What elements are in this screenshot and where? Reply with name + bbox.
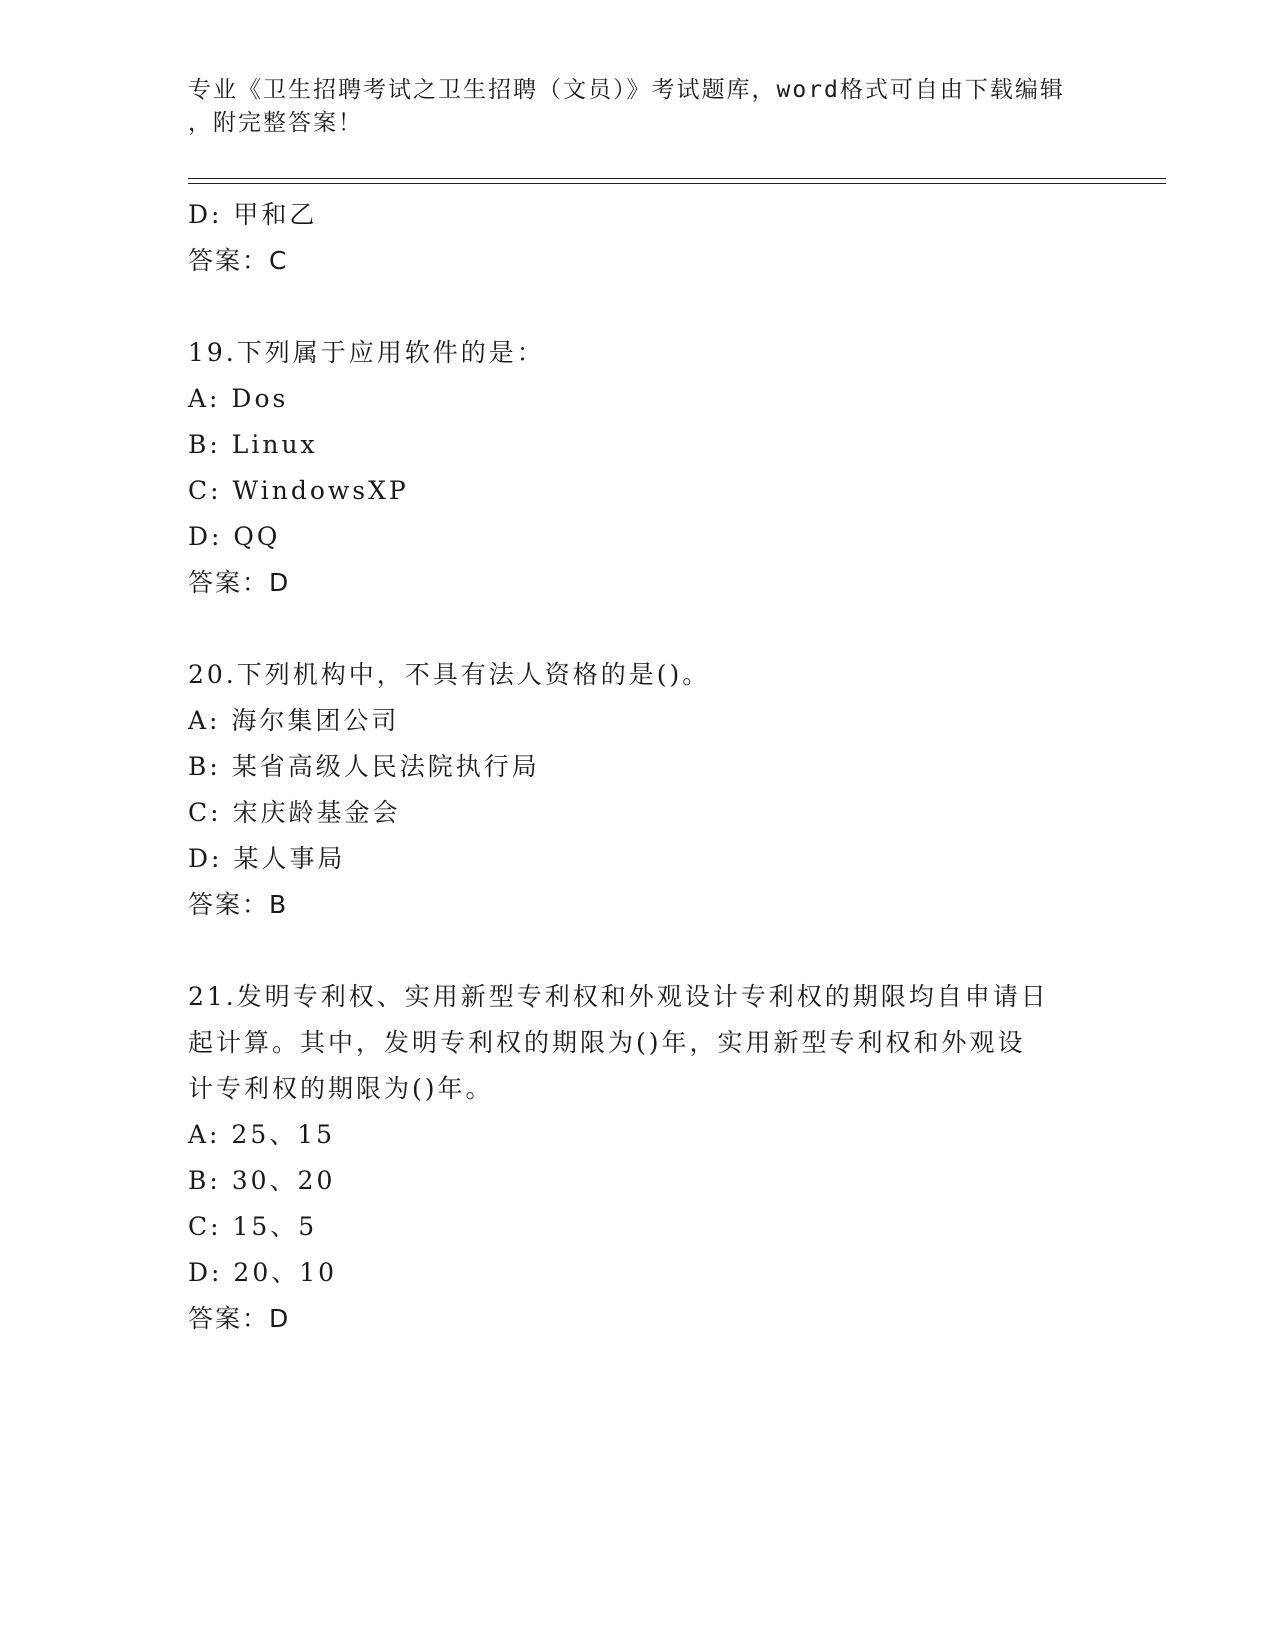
question-19-option-c: C: WindowsXP xyxy=(188,476,409,505)
question-20-stem: 20.下列机构中，不具有法人资格的是()。 xyxy=(188,660,711,689)
question-21-stem-line-3: 计专利权的期限为()年。 xyxy=(188,1074,494,1103)
question-list xyxy=(188,192,1088,1342)
question-20-option-d: D: 某人事局 xyxy=(188,844,346,873)
question-21-answer: 答案：D xyxy=(188,1304,291,1333)
question-21-option-d: D: 20、10 xyxy=(188,1258,338,1287)
header-divider-top xyxy=(188,178,1166,179)
spacer xyxy=(188,284,1088,330)
document-header xyxy=(188,74,1088,140)
question-19-option-d: D: QQ xyxy=(188,522,281,551)
question-20-option-b: B: 某省高级人民法院执行局 xyxy=(188,752,540,781)
question-21-option-b: B: 30、20 xyxy=(188,1166,336,1195)
prev-answer: 答案：C xyxy=(188,246,289,275)
header-divider-bottom xyxy=(188,183,1166,184)
question-19-option-a: A: Dos xyxy=(188,384,289,413)
question-21-stem-line-2: 起计算。其中，发明专利权的期限为()年，实用新型专利权和外观设 xyxy=(188,1028,1026,1057)
header-line-1: 专业《卫生招聘考试之卫生招聘（文员）》考试题库，word格式可自由下载编辑 xyxy=(188,77,1065,103)
spacer xyxy=(188,606,1088,652)
question-20 xyxy=(188,652,1088,928)
question-19 xyxy=(188,330,1088,606)
header-line-2: ，附完整答案！ xyxy=(188,110,363,136)
prev-option-d: D: 甲和乙 xyxy=(188,200,318,229)
spacer xyxy=(188,928,1088,974)
question-21-option-a: A: 25、15 xyxy=(188,1120,336,1149)
question-20-option-c: C: 宋庆龄基金会 xyxy=(188,798,401,827)
question-19-answer: 答案：D xyxy=(188,568,291,597)
question-20-answer: 答案：B xyxy=(188,890,289,919)
question-19-stem: 19.下列属于应用软件的是： xyxy=(188,338,545,367)
question-20-option-a: A: 海尔集团公司 xyxy=(188,706,400,735)
question-21-option-c: C: 15、5 xyxy=(188,1212,318,1241)
question-21-stem-line-1: 21.发明专利权、实用新型专利权和外观设计专利权的期限均自申请日 xyxy=(188,982,1049,1011)
question-21 xyxy=(188,974,1088,1342)
question-19-option-b: B: Linux xyxy=(188,430,318,459)
